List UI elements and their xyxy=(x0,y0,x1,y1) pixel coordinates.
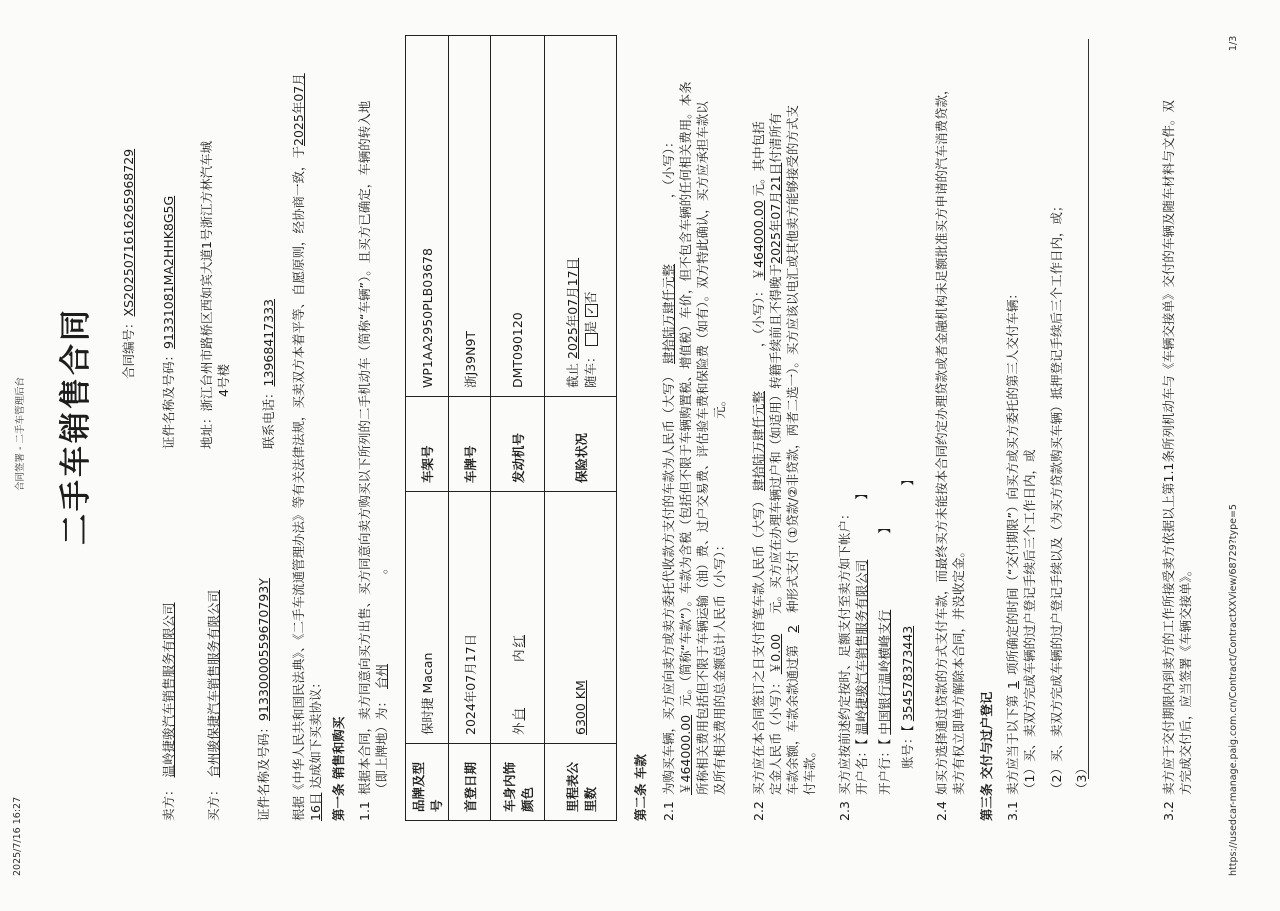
contract-number-value: XS20250716162659687​29 xyxy=(121,148,136,317)
exterior-color: 白 xyxy=(510,707,526,721)
vin-value: WP1AA2950PLB03678 xyxy=(406,36,449,397)
clause-3-2: 3.2卖方应于交付期限内到卖方的工作所接受卖方依据以上第1.1条所列机动车与《车辆交接单》交付的车辆及随车材料与文件。双 方完成交付后，应当签署《车辆交接单》。 xyxy=(1161,100,1193,821)
buyer-phone: 13968417333 xyxy=(261,299,276,387)
article-3-title: 第三条 交付与过户登记 xyxy=(979,691,994,821)
account-number: 354578373443 xyxy=(900,625,915,722)
intro-paragraph: 根据《中华人民共和国民法典》、《二手车流通管理办法》等有关法律法规，买卖双方本着平等、自愿原则，经协商一致，于2025年07月 16日 达成如下买卖协议： xyxy=(291,73,323,821)
buyer-name: 台州骏保捷汽车销售服务有限公司 xyxy=(206,589,221,778)
page-title: 二手车销售合同 xyxy=(58,307,94,545)
seller-address: 地址：浙江台州市路桥区西如宾大道1号浙江方林汽车城 4号楼 xyxy=(199,141,231,449)
buyer-row: 买方：台州骏保捷汽车销售服务有限公司 xyxy=(205,584,222,821)
first-payment-lowercase: ￥464000.00 xyxy=(751,200,766,281)
clause-2-1: 2.1为购买车辆，买方应向卖方或卖方委托代收款方支付的车款为人民币（大写）肆拾陆万肆仟元整，（小写）： ￥464000.00元。（简称“车款”）。车款为含税（包括但不限于车辆购置税、增值税）车价，但不包含车辆的任何相关费用。本条 所称相关费用包括但不限于车辆运输（油）费、过户交易费、评估验车费和保险费（如有）。双方特此确认，买方应承担车款以 及所有相关费用的总金额总计人民币（小写）：元。 xyxy=(661,81,727,821)
mileage-value: 6300 KM xyxy=(545,492,617,744)
balance-due-date: 2025年07月21日 xyxy=(768,162,783,264)
article-2-title: 第二条 车款 xyxy=(633,754,648,821)
seller-id-row: 证件名称及号码：91331081MA2HHK8G5G xyxy=(161,195,176,449)
clause-2-4: 2.4如买方选择通过贷款的方式支付车款，而最终买方未能按本合同约定办理贷款或者金融机构未足额批准买方申请的汽车消费贷款， 卖方有权立即单方解除本合同，并没收定金。 xyxy=(934,82,966,821)
page-number: 1/3 xyxy=(1228,35,1239,51)
footer-url[interactable]: https://usedcar-manage.paig.com.cn/Contract/ContractXXView/68729?type=5 xyxy=(1228,504,1239,876)
bank-name: 中国银行温岭横峰支行 xyxy=(877,609,892,735)
contract-number: 合同编号：XS20250716162659687​29 xyxy=(121,148,136,379)
delivery-option: 1 xyxy=(1005,681,1020,689)
deposit-amount: ￥0.00 xyxy=(768,633,783,675)
first-payment-uppercase: 肆拾陆万肆仟元整 xyxy=(751,390,766,491)
insurance-label: 保险状况 xyxy=(545,397,617,492)
engine-label: 发动机号 xyxy=(491,397,545,492)
seller-id: 91331081MA2HHK8G5G xyxy=(161,195,176,349)
insurance-value: 截止 2025年07月17日 随车： 是 ✓否 xyxy=(545,36,617,397)
clause-2-2: 2.2买方应在本合同签订之日支付首笔车款人民币（大写）肆拾陆万肆仟元整，（小写）：￥464000.00元。其中包括 定金人民币（小写）：￥0.00元。买方应在办理车辆过户和（如适用）转籍手续前且不得晚于2025年07月21日付清所有 车款余额，车款余款通过第2种形式支付（①贷款/②非贷款，两者二选一）。买方应该以电汇或其他卖方能够接受的方式支 付车款。 xyxy=(751,105,817,821)
brand-value: 保时捷 Macan xyxy=(406,492,449,744)
buyer-id-row: 证件名称及号码：91330000559670793Y xyxy=(256,578,271,821)
clause-2-3: 2.3买方应按前述约定按时、足额支付至卖方如下帐户： 开户名：【温岭捷骏汽车销售服务有限公司】 开户行：【中国银行温岭横峰支行】 账号：【354578373443】 xyxy=(837,473,915,821)
payment-method: 2 xyxy=(785,625,800,633)
color-label: 车身内饰颜色 xyxy=(491,744,545,821)
payee-name: 温岭捷骏汽车销售服务有限公司 xyxy=(854,559,869,735)
print-datetime: 2025/7/16 16:27 xyxy=(12,796,23,876)
reg-date-value: 2024年07月17日 xyxy=(449,492,491,744)
seller-row: 卖方：温岭捷骏汽车销售服务有限公司 xyxy=(160,596,177,821)
option-3-blank-line xyxy=(1088,39,1089,779)
buyer-id: 91330000559670793Y xyxy=(256,578,271,721)
engine-value: DMT090120 xyxy=(491,36,545,397)
reg-date-label: 首登日期 xyxy=(449,744,491,821)
price-lowercase: ￥464000.00 xyxy=(678,714,693,795)
insurance-no-checkbox[interactable]: ✓ xyxy=(585,304,598,317)
brand-label: 品牌及型号 xyxy=(406,744,449,821)
color-value: 外白 内红 xyxy=(491,492,545,744)
plate-value: 浙J39N9T xyxy=(449,36,491,397)
price-uppercase: 肆拾陆万肆仟元整 xyxy=(661,263,676,364)
insurance-expire: 2025年07月17日 xyxy=(564,257,580,359)
clause-1-1: 1.1根据本合同，卖方同意向买方出售、买方同意向卖方购买以下所列的二手机动车（简称“车辆”）。且买方已确定，车辆的转入地 （即上牌地）为：台州。 xyxy=(357,100,389,821)
article-1-title: 第一条 销售和购买 xyxy=(331,716,346,821)
plate-label: 车牌号 xyxy=(449,397,491,492)
insurance-yes-checkbox[interactable] xyxy=(585,334,598,347)
clause-3-1: 3.1卖方应当于以下第1项所确定的时间（“交付期限”）向买方或买方委托的第三人交付车辆： （1）买、卖双方完成车辆的过户登记手续后三个工作日内，或 （2）买、卖双方完成车辆的过户登记手续以及（为买方贷款购买车辆）抵押登记手续后三个工作日内，或； （3） xyxy=(1005,199,1089,821)
buyer-phone-row: 联系电话：13968417333 xyxy=(261,299,276,449)
vin-label: 车架号 xyxy=(406,397,449,492)
mileage-label: 里程表公里数 xyxy=(545,744,617,821)
registration-city: 台州 xyxy=(374,663,389,689)
vehicle-info-table xyxy=(405,35,617,821)
site-name: 合同签署 - 二手车管理后台 xyxy=(15,377,26,491)
interior-color: 红 xyxy=(510,634,526,648)
seller-name: 温岭捷骏汽车销售服务有限公司 xyxy=(161,602,176,778)
